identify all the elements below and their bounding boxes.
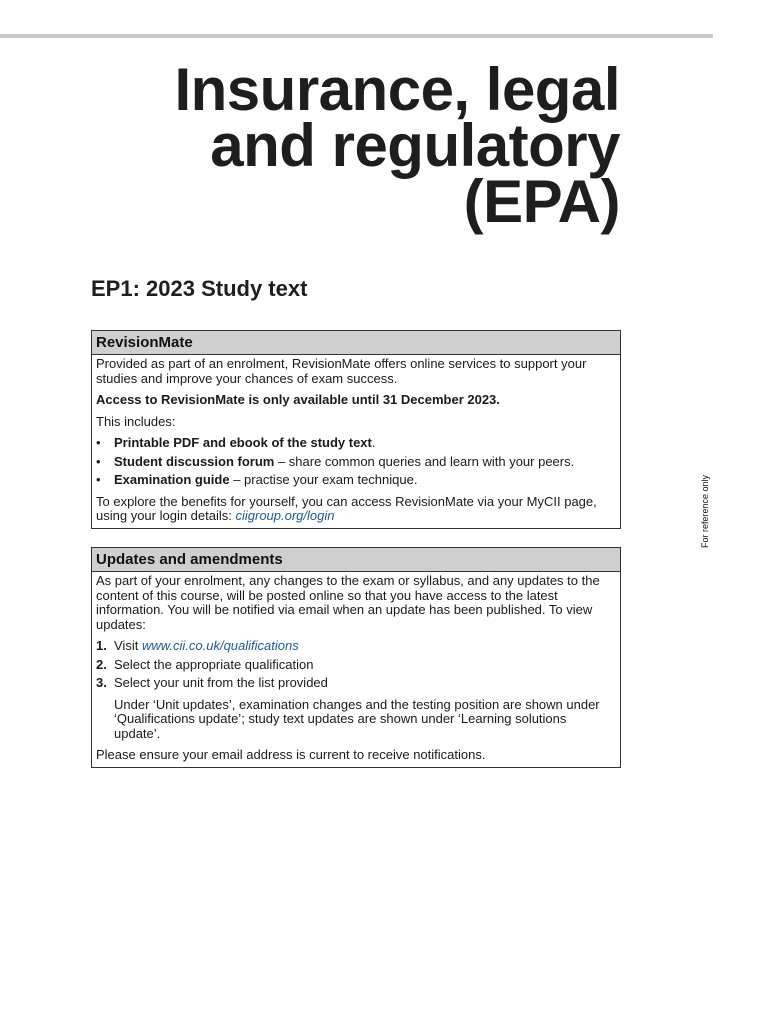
updates-body	[92, 572, 620, 767]
revisionmate-explore: To explore the benefits for yourself, you can access RevisionMate via your MyCII page, using your login details: ciigroup.org/login	[96, 493, 597, 523]
list-item: 1. Visit www.cii.co.uk/qualifications	[96, 638, 299, 653]
updates-box	[91, 547, 621, 768]
revisionmate-intro: Provided as part of an enrolment, RevisionMate offers online services to support your studies and improve your chances of exam success.	[96, 356, 587, 386]
login-link[interactable]: ciigroup.org/login	[235, 508, 335, 523]
updates-intro: As part of your enrolment, any changes to the exam or syllabus, and any updates to the content of this course, will be posted online so that you have access to the latest information. You will be notified via email when an update has been published. To view updates:	[96, 573, 600, 632]
title-line-2: and regulatory	[210, 112, 620, 179]
revisionmate-access: Access to RevisionMate is only available until 31 December 2023.	[96, 392, 500, 407]
top-rule	[0, 34, 713, 38]
revisionmate-header: RevisionMate	[92, 331, 620, 355]
revisionmate-list	[96, 436, 616, 488]
revisionmate-includes: This includes:	[96, 413, 176, 429]
side-label: For reference only	[700, 474, 710, 548]
revisionmate-box	[91, 330, 621, 529]
document-title	[60, 56, 620, 235]
list-item: • Examination guide – practise your exam technique.	[96, 472, 418, 487]
subtitle: EP1: 2023 Study text	[91, 276, 308, 301]
list-item: 3. Select your unit from the list provided	[96, 675, 328, 690]
updates-footer: Please ensure your email address is current to receive notifications.	[96, 747, 486, 762]
list-item: 2. Select the appropriate qualification	[96, 656, 314, 672]
list-item: • Student discussion forum – share common queries and learn with your peers.	[96, 453, 575, 469]
title-line-3: (EPA)	[463, 168, 620, 235]
list-item: • Printable PDF and ebook of the study text.	[96, 435, 376, 450]
title-line-1: Insurance, legal	[174, 56, 620, 123]
qualifications-link[interactable]: www.cii.co.uk/qualifications	[141, 638, 299, 653]
updates-steps	[96, 639, 616, 691]
updates-header: Updates and amendments	[92, 548, 620, 572]
updates-note: Under ‘Unit updates’, examination changes and the testing position are shown under ‘Qualifications update’; study text updates are shown under ‘Learning solutions update’.	[114, 696, 600, 741]
revisionmate-body	[92, 355, 620, 528]
